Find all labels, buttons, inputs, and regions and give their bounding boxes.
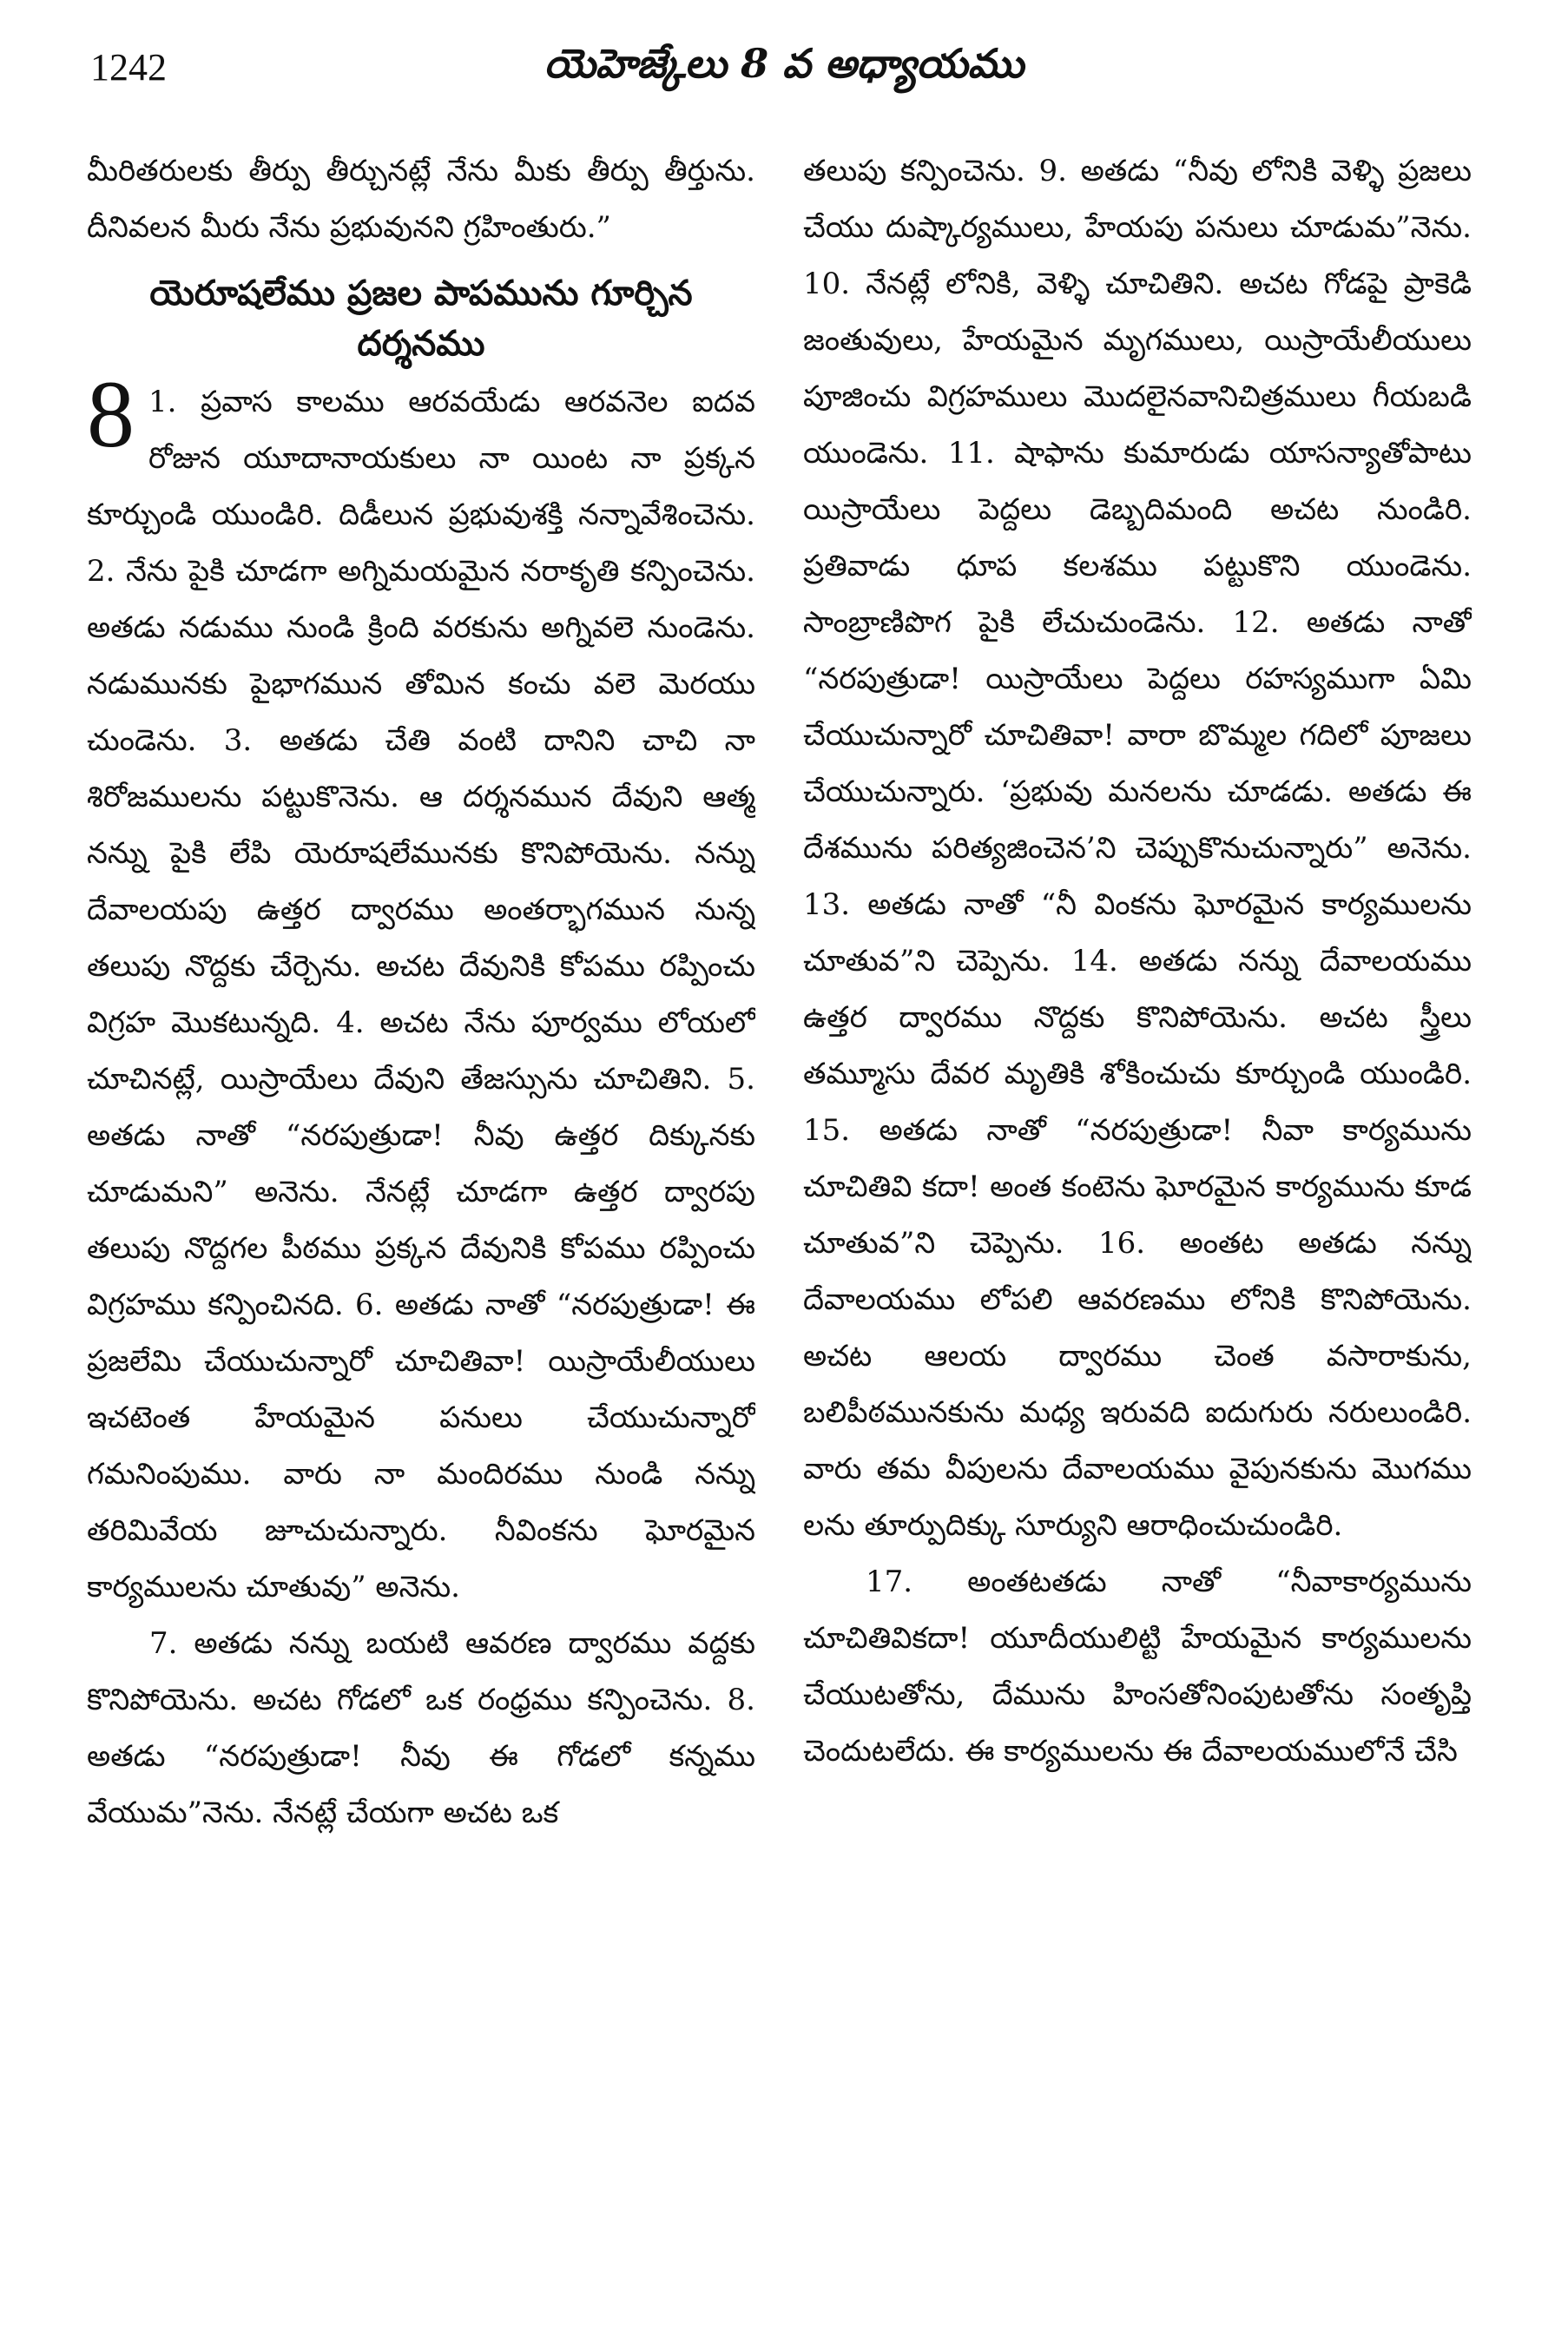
chapter-number: 8 [87, 361, 135, 467]
paragraph-7: 7. అతడు నన్ను బయటి ఆవరణ ద్వారము వద్దకు కొనిపోయెను. అచట గోడలో ఒక రంధ్రము కన్పించెను. 8. అతడు “నరపుత్రుడా! నీవు ఈ గోడలో కన్నము వేయుమ”నెను. నేనట్లే చేయగా అచట ఒక [87, 1626, 755, 1830]
intro-paragraph: మీరితరులకు తీర్పు తీర్చునట్లే నేను మీకు తీర్పు తీర్తును. దీనివలన మీరు నేను ప్రభువునని గ్రహింతురు.” [87, 154, 755, 245]
continued-paragraph: తలుపు కన్పించెను. 9. అతడు “నీవు లోనికి వెళ్ళి ప్రజలు చేయు దుష్కార్యములు, హేయపు పనులు చూడుమ”నెను. 10. నేనట్లే లోనికి, వెళ్ళి చూచితిని. అచట గోడపై ప్రాకెడి జంతువులు, హేయమైన మృగములు, యిస్రాయేలీయులు పూజించు విగ్రహములు మొదలైనవానిచిత్రములు గీయబడి యుండెను. 11. షాఫాను కుమారుడు యాసన్యాతోపాటు యిస్రాయేలు పెద్దలు డెబ్బదిమంది అచట నుండిరి. ప్రతివాడు ధూప కలశము పట్టుకొని యుండెను. సాంబ్రాణిపొగ పైకి లేచుచుండెను. 12. అతడు నాతో “నరపుత్రుడా! యిస్రాయేలు పెద్దలు రహస్యముగా ఏమి చేయుచున్నారో చూచితివా! వారా బొమ్మల గదిలో పూజలు చేయుచున్నారు. ‘ప్రభువు మనలను చూడడు. అతడు ఈ దేశమును పరిత్యజించెన’ని చెప్పుకొనుచున్నారు” అనెను. 13. అతడు నాతో “నీ వింకను ఘోరమైన కార్యములను చూతువ”ని చెప్పెను. 14. అతడు నన్ను దేవాలయము ఉత్తర ద్వారము నొద్దకు కొనిపోయెను. అచట స్త్రీలు తమ్మూసు దేవర మృతికి శోకించుచు కూర్చుండి యుండిరి. 15. అతడు నాతో “నరపుత్రుడా! నీవా కార్యమును చూచితివి కదా! అంత కంటెను ఘోరమైన కార్యమును కూడ చూతువ”ని చెప్పెను. 16. అంతట అతడు నన్ను దేవాలయము లోపలి ఆవరణము లోనికి కొనిపోయెను. అచట ఆలయ ద్వారము చెంత వసారాకును, బలిపీఠమునకును మధ్య ఇరువది ఐదుగురు నరులుండిరి. వారు తమ వీపులను దేవాలయము వైపునకును మొగము లను తూర్పుదిక్కు సూర్యుని ఆరాధించుచుండిరి. [803, 154, 1472, 1543]
chapter-paragraph [87, 361, 755, 1616]
section-heading: యెరూషలేము ప్రజల పాపమును గూర్చిన దర్శనము [149, 273, 693, 364]
running-title: యెహెజ్కేలు 8 వ అధ్యాయము [544, 40, 1024, 87]
chapter-text: 1. ప్రవాస కాలము ఆరవయేడు ఆరవనెల ఐదవ రోజున యూదానాయకులు నా యింట నా ప్రక్కన కూర్చుండి యుండిరి. దిడీలున ప్రభువుశక్తి నన్నావేశించెను. 2. నేను పైకి చూడగా అగ్నిమయమైన నరాకృతి కన్పించెను. అతడు నడుము నుండి క్రింది వరకును అగ్నివలె నుండెను. నడుమునకు పైభాగమున తోమిన కంచు వలె మెరయు చుండెను. 3. అతడు చేతి వంటి దానిని చాచి నా శిరోజములను పట్టుకొనెను. ఆ దర్శనమున దేవుని ఆత్మ నన్ను పైకి లేపి యెరూషలేమునకు కొనిపోయెను. నన్ను దేవాలయపు ఉత్తర ద్వారము అంతర్భాగమున నున్న తలుపు నొద్దకు చేర్చెను. అచట దేవునికి కోపము రప్పించు విగ్రహ మొకటున్నది. 4. అచట నేను పూర్వము లోయలో చూచినట్లే, యిస్రాయేలు దేవుని తేజస్సును చూచితిని. 5. అతడు నాతో “నరపుత్రుడా! నీవు ఉత్తర దిక్కునకు చూడుమని” అనెను. నేనట్లే చూడగా ఉత్తర ద్వారపు తలుపు నొద్దగల పీఠము ప్రక్కన దేవునికి కోపము రప్పించు విగ్రహము కన్పించినది. 6. అతడు నాతో “నరపుత్రుడా! ఈ ప్రజలేమి చేయుచున్నారో చూచితివా! యిస్రాయేలీయులు ఇచటెంత హేయమైన పనులు చేయుచున్నారో గమనింపుము. వారు నా మందిరము నుండి నన్ను తరిమివేయ జూచుచున్నారు. నీవింకను ఘోరమైన కార్యములను చూతువు” అనెను. [87, 385, 755, 1604]
right-column [803, 143, 1472, 2331]
page-number: 1242 [90, 46, 167, 89]
paragraph-17: 17. అంతటతడు నాతో “నీవాకార్యమును చూచితివికదా! యూదీయులిట్టి హేయమైన కార్యములను చేయుటతోను, దేమును హింసతోనింపుటతోను సంతృప్తి చెందుటలేదు. ఈ కార్యములను ఈ దేవాలయములోనే చేసి [803, 1565, 1472, 1769]
page-header [87, 40, 1481, 109]
left-column [87, 143, 755, 2331]
